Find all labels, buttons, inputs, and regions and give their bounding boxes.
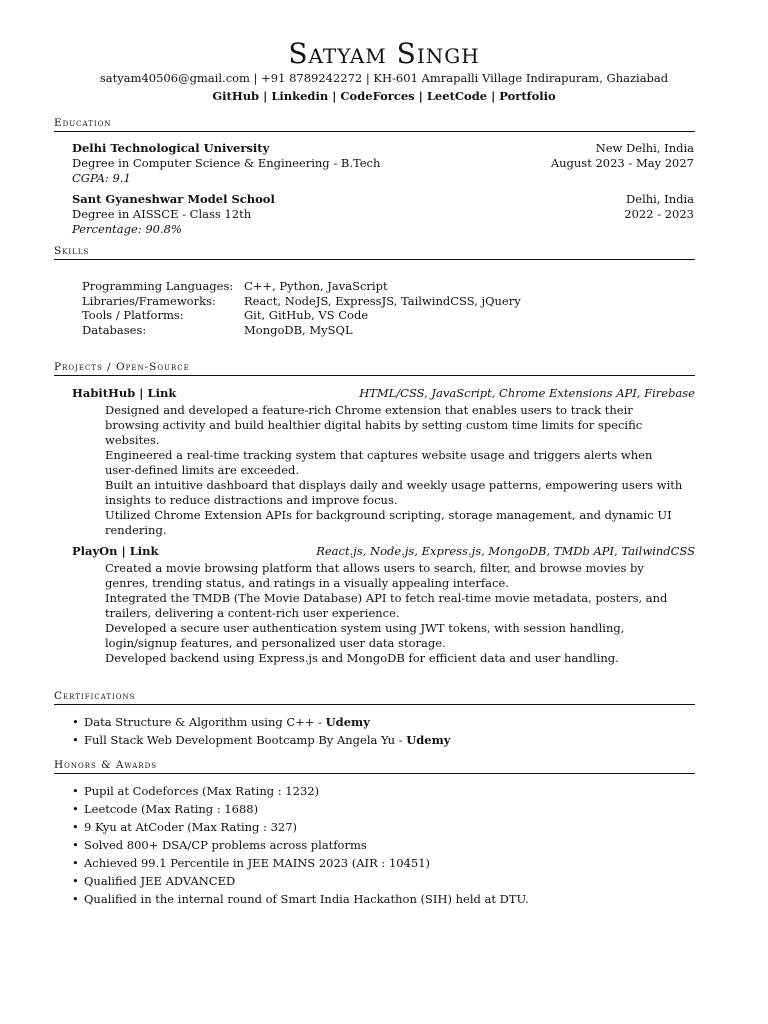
project-line: Engineered a real-time tracking system that captures website usage and triggers alerts when user-defined limits are exceeded. — [105, 448, 653, 477]
profile-links: GitHub | Linkedin | CodeForces | LeetCode | Portfolio — [212, 89, 556, 103]
list-item: • Achieved 99.1 Percentile in JEE MAINS 2023 (AIR : 10451) — [72, 854, 692, 872]
edu-dates: August 2023 - May 2027 — [550, 156, 694, 170]
project-line: Utilized Chrome Extension APIs for background scripting, storage management, and dynamic UI rendering. — [105, 508, 672, 537]
edu-location: Delhi, India — [626, 192, 694, 206]
project-header — [72, 544, 695, 559]
skills-heading: Skills — [54, 244, 695, 260]
certifications-list — [72, 713, 692, 749]
honors-list — [72, 782, 692, 908]
project-line: Developed backend using Express.js and MongoDB for efficient data and user handling. — [105, 651, 619, 665]
project-line: Created a movie browsing platform that allows users to search, filter, and browse movies by genres, trending status, and ratings in a visually appealing interface. — [105, 561, 644, 590]
list-item: • Data Structure & Algorithm using C++ - Udemy — [72, 713, 692, 731]
candidate-name: Satyam Singh — [288, 37, 480, 70]
honors-heading: Honors & Awards — [54, 758, 695, 774]
contact-line: satyam40506@gmail.com | +91 8789242272 | KH-601 Amrapalli Village Indirapuram, Ghaziabad — [99, 71, 669, 85]
project-tech: HTML/CSS, JavaScript, Chrome Extensions API, Firebase — [359, 386, 695, 400]
projects-heading: Projects / Open-Source — [54, 360, 695, 376]
edu-degree: Degree in Computer Science & Engineering - B.Tech August 2023 - May 2027 — [72, 156, 694, 170]
edu-institution: Delhi Technological University New Delhi, India — [72, 141, 694, 155]
project-title[interactable]: HabitHub | Link — [72, 386, 177, 400]
edu-institution: Sant Gyaneshwar Model School Delhi, India — [72, 192, 694, 206]
list-item: • 9 Kyu at AtCoder (Max Rating : 327) — [72, 818, 692, 836]
resume-page: Satyam Singh satyam40506@gmail.com | +91 8789242272 | KH-601 Amrapalli Village Indirapuram, Ghaziabad GitHub | Linkedin | CodeForces | LeetCode | Portfolio Education Delhi Technological University New Delhi, India Degree in Computer Science & Engineering - B.Tech August 2023 - May 2027 CGPA: 9.1 Sant Gyaneshwar Model School Delhi, India Degree in AISSCE - Class 12th 2022 - 2023 Percentage: 90.8% Skills Programming Languages: C++, Python, JavaScript Libraries/Frameworks: React, NodeJS, ExpressJS, TailwindCSS, jQuery Tools / Platforms: Git, GitHub, VS Code Databases: MongoDB, MySQL Projects / Open-Source HabitHub | Link HTML/CSS, JavaScript, Chrome Extensions API, Firebase Designed and developed a feature-rich Chrome extension that enables users to track their browsing activity and build healthier digital habits by setting custom time limits for specific websites. Engineered a real-time tracking system that captures website usage and triggers alerts when user-defined limits are exceeded. Built an intuitive dashboard that displays daily and weekly usage patterns, empowering users with insights to reduce distractions and improve focus. Utilized Chrome Extension APIs for background scripting, storage management, and dynamic UI rendering. PlayOn | Link React.js, Node.js, Express.js, MongoDB, TMDb API, TailwindCSS Created a movie browsing platform that allows users to search, filter, and browse movies by genres, trending status, and ratings in a visually appealing interface. Integrated the TMDB (The Movie Database) API to fetch real-time movie metadata, posters, and trailers, delivering a content-rich user experience. Developed a secure user authentication system using JWT tokens, with session handling, login/signup features, and personalized user data storage. Developed backend using Express.js and MongoDB for efficient data and user handling. Certifications • Data Structure & Algorithm using C++ - Udemy • Full Stack Web Development Bootcamp By Angela Yu - Udemy Honors & Awards • Pupil at Codeforces (Max Rating : 1232) • Leetcode (Max Rating : 1688) • 9 Kyu at AtCoder (Max Rating : 327) • Solved 800+ DSA/CP problems across platforms • Achieved 99.1 Percentile in JEE MAINS 2023 (AIR : 10451) • Qualified JEE ADVANCED • Qualified in the internal round of Smart India Hackathon (SIH) held at DTU. — [0, 0, 768, 1024]
project-description — [105, 561, 685, 666]
edu-score: CGPA: 9.1 — [72, 171, 131, 185]
education-heading: Education — [54, 116, 695, 132]
list-item: • Solved 800+ DSA/CP problems across platforms — [72, 836, 692, 854]
project-header — [72, 386, 695, 401]
project-description — [105, 403, 685, 538]
list-item: • Qualified JEE ADVANCED — [72, 872, 692, 890]
link-codeforces[interactable]: CodeForces — [340, 89, 415, 103]
link-portfolio[interactable]: Portfolio — [499, 89, 556, 103]
project-line: Built an intuitive dashboard that displays daily and weekly usage patterns, empowering users with insights to reduce distractions and improve focus. — [105, 478, 683, 507]
edu-score: Percentage: 90.8% — [72, 222, 182, 236]
edu-dates: 2022 - 2023 — [624, 207, 694, 221]
project-title[interactable]: PlayOn | Link — [72, 544, 159, 558]
link-leetcode[interactable]: LeetCode — [426, 89, 488, 103]
list-item: • Leetcode (Max Rating : 1688) — [72, 800, 692, 818]
project-line: Developed a secure user authentication system using JWT tokens, with session handling, login/signup features, and personalized user data storage. — [105, 621, 625, 650]
project-line: Designed and developed a feature-rich Chrome extension that enables users to track their browsing activity and build healthier digital habits by setting custom time limits for specific websites. — [105, 403, 643, 447]
list-item: • Full Stack Web Development Bootcamp By Angela Yu - Udemy — [72, 731, 692, 749]
edu-degree: Degree in AISSCE - Class 12th 2022 - 2023 — [72, 207, 694, 221]
certifications-heading: Certifications — [54, 689, 695, 705]
project-line: Integrated the TMDB (The Movie Database) API to fetch real-time movie metadata, posters, and trailers, delivering a content-rich user experience. — [105, 591, 668, 620]
edu-location: New Delhi, India — [595, 141, 694, 155]
link-github[interactable]: GitHub — [212, 89, 260, 103]
link-linkedin[interactable]: Linkedin — [271, 89, 329, 103]
list-item: • Qualified in the internal round of Smart India Hackathon (SIH) held at DTU. — [72, 890, 692, 908]
list-item: • Pupil at Codeforces (Max Rating : 1232) — [72, 782, 692, 800]
project-tech: React.js, Node.js, Express.js, MongoDB, TMDb API, TailwindCSS — [316, 544, 695, 558]
